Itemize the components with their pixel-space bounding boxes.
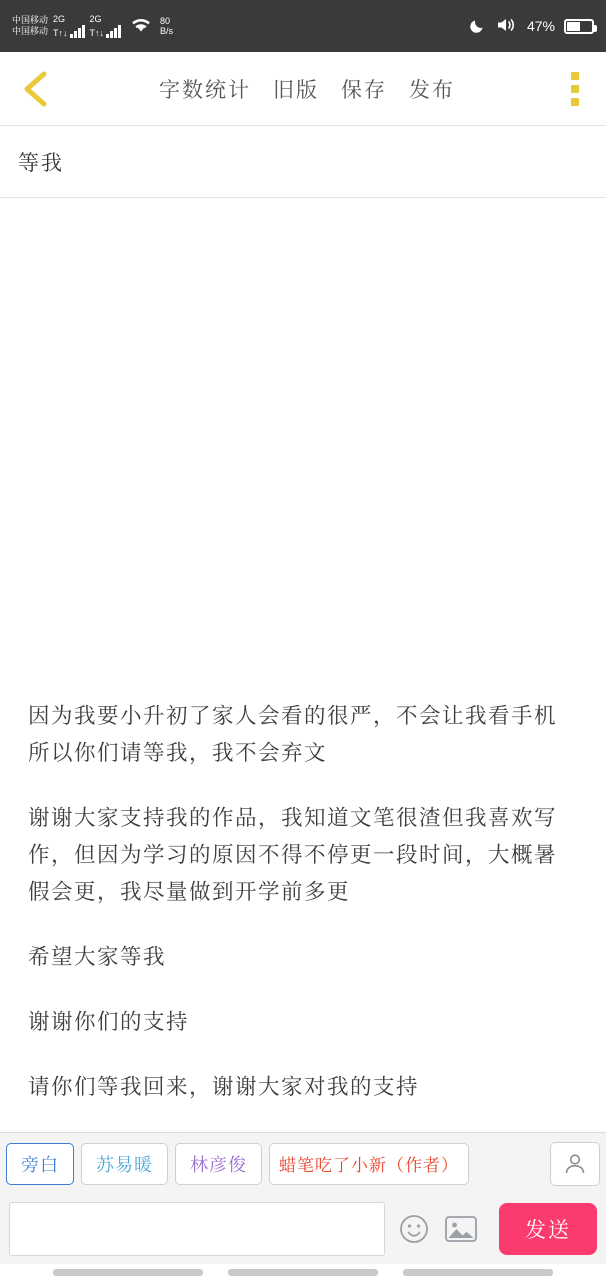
wifi-icon [130,17,152,36]
network-type-2: 2G [89,14,102,24]
signal-arrow-icon-2: T↑↓ [89,28,105,38]
character-tag-bar [0,1132,606,1194]
moon-icon [469,16,487,37]
signal-group-1 [53,14,85,38]
volume-icon [496,16,518,37]
top-toolbar [0,52,606,126]
signal-icon-2 [106,24,121,38]
system-nav-bar [0,1264,606,1280]
old-version-button[interactable]: 旧版 [273,78,319,102]
status-bar-right [469,16,594,37]
carrier-label [12,15,48,37]
network-speed-value: 80 [160,16,171,26]
back-button[interactable] [0,52,70,125]
save-button[interactable]: 保存 [341,78,387,102]
paragraph: 因为我要小升初了家人会看的很严，不会让我看手机所以你们请等我，我不会弃文 [28,704,558,765]
paragraph: 请你们等我回来，谢谢大家对我的支持 [28,1075,420,1099]
chapter-title-row[interactable] [0,126,606,198]
signal-icon-1 [70,24,85,38]
content-top-spacer [28,198,578,698]
editor-content[interactable] [0,198,606,1132]
publish-button[interactable]: 发布 [409,78,455,102]
person-icon [562,1151,588,1177]
page-title: 等我 [18,151,64,175]
tag-author[interactable]: 蜡笔吃了小新（作者） [269,1143,469,1185]
nav-back-button[interactable] [403,1269,553,1276]
status-bar-left [12,14,173,38]
image-button[interactable] [443,1211,479,1247]
tag-narrator[interactable]: 旁白 [6,1143,74,1185]
nav-home-button[interactable] [228,1269,378,1276]
back-arrow-icon [18,69,52,109]
nav-recents-button[interactable] [53,1269,203,1276]
paragraph: 谢谢大家支持我的作品，我知道文笔很渣但我喜欢写作，但因为学习的原因不得不停更一段时间，大概暑假会更，我尽量做到开学前多更 [28,806,558,904]
message-input-bar [0,1194,606,1264]
more-menu-button[interactable] [544,52,606,125]
word-count-button[interactable]: 字数统计 [159,78,251,102]
carrier-line-2: 中国移动 [12,26,49,36]
carrier-line-1: 中国移动 [12,15,49,25]
tag-character-1[interactable]: 苏易暖 [81,1143,168,1185]
battery-percent-label: 47% [526,18,555,34]
network-speed-unit: B/s [160,26,174,36]
menu-dot [571,72,579,80]
paragraph: 谢谢你们的支持 [28,1010,190,1034]
emoji-button[interactable] [396,1211,432,1247]
network-type-1: 2G [53,14,66,24]
message-input[interactable] [9,1202,385,1256]
image-icon [444,1214,478,1244]
signal-group-2 [90,14,122,38]
tag-character-2[interactable]: 林彦俊 [175,1143,262,1185]
menu-dot [571,85,579,93]
signal-arrow-icon-1: T↑↓ [53,28,68,38]
menu-dot [571,98,579,106]
top-action-group [70,74,544,104]
person-button[interactable] [550,1142,600,1186]
paragraph: 希望大家等我 [28,945,167,969]
smiley-icon [398,1213,430,1245]
status-bar [0,0,606,52]
battery-icon [564,19,594,34]
network-speed [160,16,173,36]
send-button[interactable]: 发送 [499,1203,597,1255]
